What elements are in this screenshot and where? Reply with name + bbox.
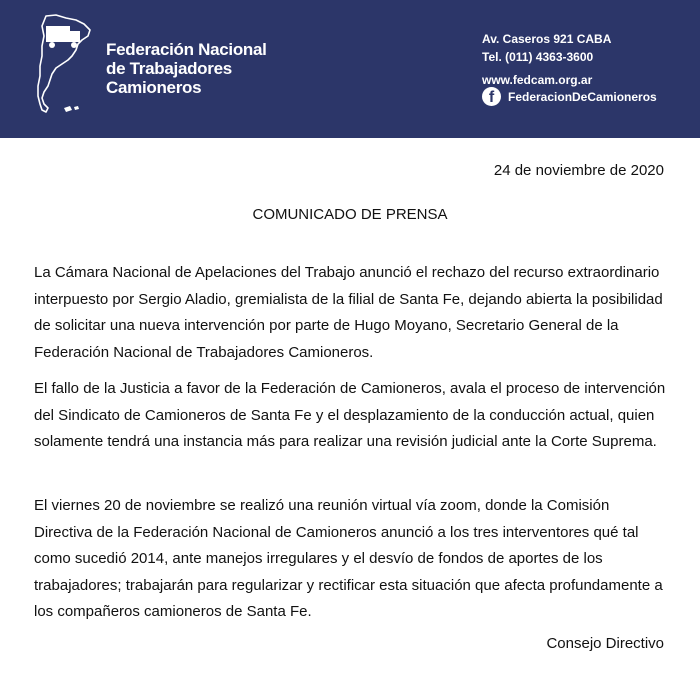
letterhead-banner (0, 0, 700, 138)
facebook-icon: f (482, 87, 501, 106)
organization-name (106, 40, 267, 97)
document-title: COMUNICADO DE PRENSA (252, 206, 448, 223)
signature: Consejo Directivo (546, 635, 664, 652)
paragraph: El fallo de la Justicia a favor de la Federación de Camioneros, avala el proceso de intervención del Sindicato de Camioneros de Santa Fe y el desplazamiento de la conducción actual, quien solamente tendrá una instancia más para realizar una revisión judicial ante la Corte Suprema. (34, 380, 666, 450)
organization-name-line: Federación Nacional (106, 40, 267, 59)
argentina-map-truck-icon (32, 14, 96, 122)
website-link[interactable]: www.fedcam.org.ar (482, 73, 593, 87)
paragraph: El viernes 20 de noviembre se realizó una reunión virtual vía zoom, donde la Comisión Directiva de la Federación Nacional de Camioneros anunció a los tres interventores qué tal como sucedió 2014, ante manejos irregulares y el desvío de fondos de aportes de los trabajadores; trabajarán para regularizar y rectificar esta situación que afecta profundamente a los compañeros camioneros de Santa Fe. (34, 497, 663, 620)
phone-text: Tel. (011) 4363-3600 (482, 49, 594, 64)
document-date: 24 de noviembre de 2020 (493, 162, 664, 179)
paragraph: La Cámara Nacional de Apelaciones del Trabajo anunció el rechazo del recurso extraordinario interpuesto por Sergio Aladio, gremialista de la filial de Santa Fe, dejando abierta la posibilidad de solicitar una nueva intervención por parte de Hugo Moyano, Secretario General de la Federación Nacional de Trabajadores Camioneros. (34, 264, 663, 361)
address-text: Av. Caseros 921 CABA (482, 32, 612, 46)
contact-block (482, 31, 611, 90)
organization-name-line: Camioneros (106, 78, 202, 97)
facebook-handle: FederacionDeCamioneros (508, 89, 657, 104)
organization-name-line: de Trabajadores (106, 59, 232, 78)
facebook-link[interactable] (482, 87, 657, 106)
